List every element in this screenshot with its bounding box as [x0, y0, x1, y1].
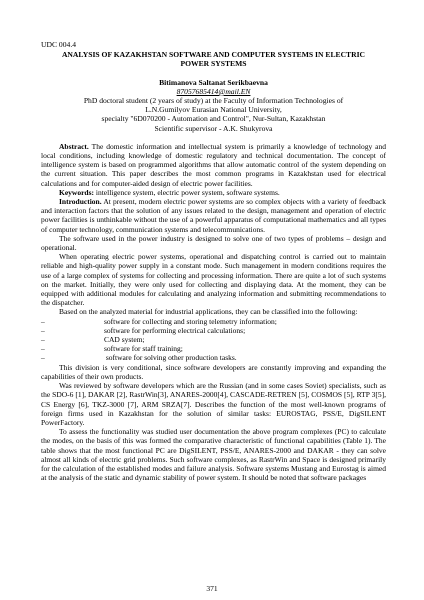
list-dash: –: [41, 325, 45, 335]
udc-code: UDC 004.4: [41, 40, 77, 49]
body-paragraph: When operating electric power systems, operational and dispatching control is carried out to maintain reliable and high-quality power supply in a constant mode. Such management in modern conditions requires the use of a large complex of systems for collecting and processing information. There are quite a lot of such systems on the market. Initially, they were only used for collecting and displaying data. At the moment, they can be equipped with additional modules for calculating and analyzing information and submitting recommendations to the dispatcher.: [41, 252, 386, 308]
keywords-text: intelligence system, electric power system, software systems.: [94, 187, 280, 197]
list-dash: –: [41, 335, 45, 345]
list-item: [41, 335, 386, 344]
keywords-label: Keywords:: [59, 187, 94, 197]
body-paragraph: Based on the analyzed material for industrial applications, they can be classified into the following:: [59, 307, 358, 317]
list-item-text: software for staff training;: [104, 344, 183, 354]
introduction-label: Introduction.: [59, 197, 102, 207]
page-number: 371: [206, 584, 218, 593]
list-dash: –: [41, 344, 45, 354]
list-dash: –: [41, 353, 45, 363]
affiliation-line: PhD doctoral student (2 years of study) at the Faculty of Information Technologies of: [83, 96, 344, 105]
introduction-text: At present, modern electric power systems are so complex objects with a variety of feedback and interaction factors that the solution of any issues related to the design, management and operation of electric power facilities is unthinkable without the use of a powerful apparatus of computational mathematics and all types of computer technology, communication systems and telecommunications.: [41, 197, 386, 234]
abstract-text: The domestic information and intellectual system is primarily a knowledge of technology and local conditions, including knowledge of domestic regulatory and technical documentation. The concept of intelligence system is based on programmed algorithms that allow automatic control of the system depending on the current situation. This paper describes the most common programs in Kazakhstan used for electrical calculations and for computer-aided design of electric power facilities.: [41, 141, 386, 188]
list-item: [41, 317, 386, 326]
paper-title: ANALYSIS OF KAZAKHSTAN SOFTWARE AND COMPUTER SYSTEMS IN ELECTRIC POWER SYSTEMS: [61, 50, 366, 69]
list-item: [41, 326, 386, 335]
list-item-text: CAD system;: [104, 335, 145, 345]
author-block: [41, 78, 386, 133]
list-dash: –: [41, 316, 45, 326]
introduction-paragraph: [41, 197, 386, 234]
list-item: [41, 353, 386, 362]
body-paragraph: To assess the functionality was studied user documentation the above program complexes (PC) to calculate the modes, on the basis of this was formed the comparative characteristic of functional capabilities (Table 1). The table shows that the most functional PC are DigSILENT, PSS/E, ANARES-2000 and DAKAR - they can solve almost all kinds of electric grid problems. Such software complexes, as RastrWin and Space is designed primarily for the calculation of the established modes and failure analysis. Software systems Mustang and Eurostag is aimed at the analysis of the static and dynamic stability of power system. It should be noted that software packages: [41, 427, 386, 483]
body-paragraph: Was reviewed by software developers which are the Russian (and in some cases Soviet) specialists, such as the SDO-6 [1], DAKAR [2], RastrWin[3], ANARES-2000[4], CASCADE-RETREN [5], COSMOS [5], RTP 3[5], CS Energy [6], TKZ-3000 [7], ARM SRZA[7]. Describes the function of the most well-known programs of foreign firms used in Kazakhstan for the solution of similar tasks: EUROSTAG, PSS/E, DigSILENT PowerFactory.: [41, 381, 386, 427]
body-paragraph: The software used in the power industry is designed to solve one of two types of problems – design and operational.: [41, 233, 386, 253]
affiliation-line: Scientific supervisor - A.K. Shukyrova: [154, 123, 273, 133]
abstract-paragraph: [41, 142, 386, 188]
affiliation-line: specialty "6D070200 - Automation and Control", Nur-Sultan, Kazakhstan: [101, 114, 326, 124]
affiliation-line: L.N.Gumilyov Eurasian National University,: [145, 105, 282, 115]
abstract-label: Abstract.: [59, 141, 89, 151]
list-item-text: software for collecting and storing telemetry information;: [104, 316, 277, 326]
author-name: Bitimanova Saltanat Serikbaevna: [159, 77, 268, 87]
list-item-text: software for solving other production tasks.: [104, 353, 237, 363]
keywords-paragraph: [41, 188, 386, 197]
list-item: [41, 344, 386, 353]
body-paragraph: This division is very conditional, since software developers are constantly improving and expanding the capabilities of their own products.: [41, 362, 386, 381]
list-item-text: software for performing electrical calculations;: [104, 325, 246, 335]
author-email[interactable]: 87057685414@mail.EN: [176, 86, 251, 96]
classification-list: [41, 317, 386, 363]
